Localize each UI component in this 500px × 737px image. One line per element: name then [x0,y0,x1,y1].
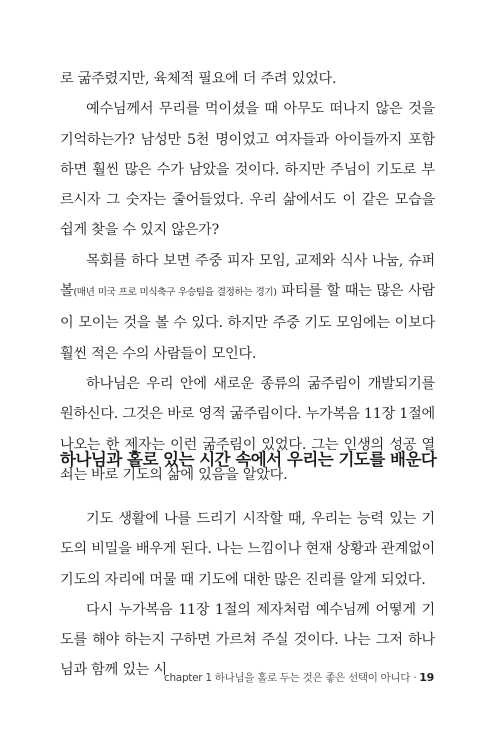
section-heading: 하나님과 홀로 있는 시간 속에서 우리는 기도를 배운다 [60,450,437,469]
paragraph: 기도 생활에 나를 드리기 시작할 때, 우리는 능력 있는 기도의 비밀을 배우게 된다. 나는 느낌이나 현재 상황과 관계없이 기도의 자리에 머물 때 기도에 대한 많은 진리를 알게 되었다. [60,511,435,588]
body-text-section-2 [60,504,435,686]
paragraph [60,246,435,369]
page-number: 19 [419,671,434,684]
paragraph: 다시 누가복음 11장 1절의 제자처럼 예수님께 어떻게 기도를 해야 하는지 구하면 가르쳐 주실 것이다. 나는 그저 하나님과 함께 있는 시 [60,601,435,679]
page-footer [164,670,434,685]
paragraph-text: 파티를 할 때는 많은 사람이 모이는 것을 볼 수 있다. 하지만 주중 기도 모임에는 이보다 훨씬 적은 수의 사람들이 모인다. [60,283,435,362]
paragraph-text: 목회를 하다 보면 주중 피자 모임, 교제와 식사 나눔, 슈퍼볼 [60,252,435,300]
body-text-section-1 [60,64,435,490]
footnote-inline: (매년 미국 프로 미식축구 우승팀을 결정하는 경기) [73,287,277,299]
paragraph: 예수님께서 무리를 먹이셨을 때 아무도 떠나지 않은 것을 기억하는가? 남성만 5천 명이었고 여자들과 아이들까지 포함하면 훨씬 많은 수가 남았을 것이다. 하지만 주님이 기도로 부르시자 그 숫자는 줄어들었다. 우리 삶에서도 이 같은 모습을 쉽게 찾을 수 있지 않은가? [60,101,435,239]
running-head: chapter 1 하나님을 홀로 두는 것은 좋은 선택이 아니다 · [163,672,420,684]
paragraph: 로 굶주렸지만, 육체적 필요에 더 주려 있었다. [60,71,337,87]
paragraph: 하나님은 우리 안에 새로운 종류의 굶주림이 개발되기를 원하신다. 그것은 바로 영적 굶주림이다. 누가복음 11장 1절에 나오는 한 제자는 이런 굶주림이 있었다. 그는 인생의 성공 열쇠는 바로 기도의 삶에 있음을 알았다. [60,375,435,483]
